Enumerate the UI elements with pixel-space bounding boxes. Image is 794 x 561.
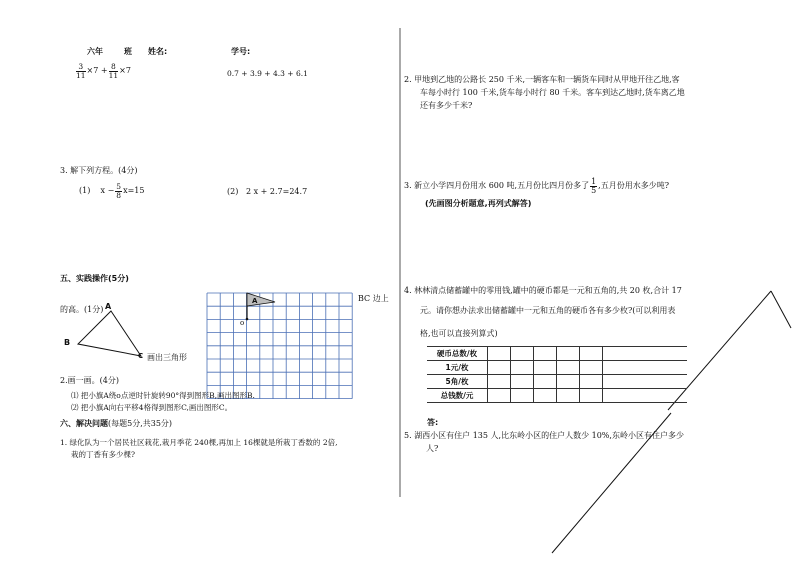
square-grid: [207, 293, 352, 399]
table-row: 5角/枚: [427, 375, 687, 389]
question-2-line-2: 车每小时行 100 千米,货车每小时行 80 千米。客车到达乙地时,货车离乙地: [420, 88, 685, 97]
fraction: $\frac{3}{11}$: [76, 61, 86, 80]
point-o-label: o: [240, 319, 245, 327]
fraction: $\frac{8}{11}$: [108, 61, 119, 80]
grade-label: 六年: [87, 47, 103, 56]
section-5-title: 五、实践操作(5分): [60, 274, 129, 283]
equation-2: (2) 2 x + 2.7=24.7: [227, 187, 308, 196]
question-4-line-2: 元。请你想办法求出储蓄罐中一元和五角的硬币各有多少枚?(可以利用表: [420, 306, 676, 315]
class-label: 班: [124, 47, 132, 56]
table-row: 总钱数/元: [427, 389, 687, 403]
table-row: 硬币总数/枚: [427, 347, 687, 361]
vertex-a: A: [105, 302, 112, 311]
calc-expression-1: $\frac{3}{11}$ ×7 + $\frac{8}{11}$ ×7: [76, 61, 131, 80]
question-1-line-2: 栽的丁香有多少棵?: [71, 450, 136, 459]
triangle-shape: [78, 311, 141, 356]
question-2-line-1: 2. 甲地到乙地的公路长 250 千米,一辆客车和一辆货车同时从甲地开往乙地,客: [404, 75, 680, 84]
question-4-line-3: 格,也可以直接列算式): [420, 329, 498, 338]
triangle-fragment: 画出三角形: [147, 353, 187, 362]
equation-1: (1) x − $\frac{5}{8}$ x=15: [79, 181, 145, 200]
draw-task-2: ⑵ 把小旗A向右平移4格得到图形C,画出图形C。: [71, 403, 233, 412]
question-5-line-2: 人?: [426, 444, 439, 453]
vertex-b: B: [64, 338, 71, 347]
height-fragment: 的高。(1分): [60, 305, 104, 314]
bc-fragment: BC 边上: [358, 294, 389, 303]
question-3-hint: (先画图分析题意,再列式解答): [425, 199, 532, 208]
section-3-title: 3. 解下列方程。(4分): [60, 166, 138, 175]
question-4-line-1: 4. 林林清点储蓄罐中的零用钱,罐中的硬币都是一元和五角的,共 20 枚,合计 17: [404, 286, 682, 295]
section-6-heading: 六、解决问题(每题5分,共35分): [60, 419, 173, 428]
question-1-line-1: 1. 绿化队为一个居民社区栽花,栽月季花 240棵,再加上 16棵就是所栽丁香数的 2倍,: [60, 438, 338, 447]
point-o: [246, 318, 249, 321]
flag-label: A: [252, 297, 258, 305]
student-id-label: 学号:: [231, 47, 251, 56]
vertex-c: C: [138, 352, 144, 360]
question-2-line-3: 还有多少千米?: [420, 101, 473, 110]
draw-task-title: 2.画一画。(4分): [60, 376, 119, 385]
answer-label: 答:: [427, 418, 439, 427]
coin-table: [427, 346, 687, 403]
question-5-line-1: 5. 湖西小区有住户 135 人,比东岭小区的住户人数少 10%,东岭小区有住户多少: [404, 431, 684, 440]
draw-task-1: ⑴ 把小旗A绕o点逆时针旋转90°得到图形B,画出图形B.: [71, 391, 255, 400]
calc-expression-2: 0.7 + 3.9 + 4.3 + 6.1: [227, 69, 308, 78]
diagonal-line: [771, 291, 791, 328]
table-row: 1元/枚: [427, 361, 687, 375]
question-3: 3. 新立小学四月份用水 600 吨,五月份比四月份多了 $\frac{1}{5}$ ,五月份用水多少吨?: [404, 176, 670, 195]
name-label: 姓名:: [148, 47, 168, 56]
